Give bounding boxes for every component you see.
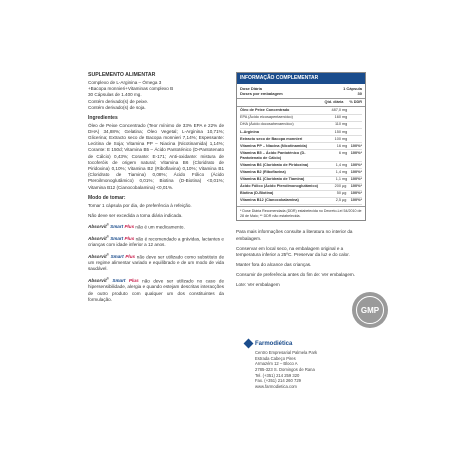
instruction-paragraph: Consumir de preferência antes do fim de: Ver embalagem. xyxy=(236,272,355,278)
intro-line: Contém derivado(s) de soja. xyxy=(88,104,146,110)
nutrient-row xyxy=(240,177,362,184)
brand-name xyxy=(88,236,134,241)
nutrient-pct: 100%* xyxy=(350,170,362,175)
address-line: Centro Empresarial Palmela Park xyxy=(255,350,318,355)
address-line: Armazém 12 – Bloco A xyxy=(255,361,298,367)
instruction-paragraph: Lote: Ver embalagem xyxy=(236,282,280,288)
nutrient-qty: 50 xyxy=(336,191,341,196)
nutrient-pct: 100%* xyxy=(350,177,362,182)
brand-part-c: Plus xyxy=(125,254,136,260)
brand-name xyxy=(88,224,134,229)
pack-value: 30 xyxy=(357,91,362,97)
nutrient-unit: mg xyxy=(342,129,348,134)
dose-summary xyxy=(237,84,365,99)
nutrient-row xyxy=(240,108,362,115)
warning-text: não deve ser utilizado no caso de hipersensibilidade, alergia e quando estejam descritas interacções de outro produto com qualquer um dos constituintes da formulação. xyxy=(88,278,224,302)
nutrient-name: Vitamina B2 (Riboflavina) xyxy=(240,170,286,175)
brand-part-b: Smart xyxy=(110,236,124,242)
nutrient-name: Vitamina B6 (Cloridrato de Piridoxina) xyxy=(240,162,309,167)
gmp-seal xyxy=(352,292,388,328)
brand-reg-mark: ® xyxy=(106,252,109,257)
nutrient-row xyxy=(240,198,362,205)
nutrient-name: DHA (Ácido docosahexaenóico) xyxy=(240,122,294,127)
instruction-paragraph: Para mais informações consulte a literatura no interior da embalagem. xyxy=(236,229,353,241)
info-table-header: INFORMAÇÃO COMPLEMENTAR xyxy=(237,73,365,84)
dose-warning: Não deve ser excedida a toma diária indicada. xyxy=(88,212,183,218)
company-address xyxy=(255,350,365,390)
nutrient-qty: 487,0 xyxy=(331,108,341,113)
left-column xyxy=(88,72,224,307)
nutrient-pct: 100%* xyxy=(350,191,362,196)
address-line: Tel. (+351) 214 259 320 xyxy=(255,372,300,378)
nutrient-row xyxy=(240,184,362,191)
ingredients-heading: Ingredientes xyxy=(88,114,118,121)
address-line: 2785-323 S. Domingos de Rana xyxy=(255,367,315,373)
nutrient-unit: mg xyxy=(342,108,348,113)
nutrient-name: L-Arginina xyxy=(240,129,259,134)
nutrient-pct: 100%* xyxy=(350,143,362,148)
brand-reg-mark: ® xyxy=(106,222,109,227)
ingredients-text: Óleo de Peixe Concentrado (Teor mínimo de 33% EPA e 22% de DHA) 34,88%; Gelatina; Óleo Vegetal; L-Arginina 10,71%; Glicerina; Extracto seco de Bacopa monnieri 7,14%; Espessante: Lecitina de Soja; Vitamina PP – Niacina (Nicotinamida) 1,14%; Corante: E 150d; Vitamina B5 – Ácido Pantoténico (D-Pantotenato de Cálcio) 0,43%; Corante: E-171; Anti-oxidante: mistura de tocoferóis de origem natural; Vitamina B6 (Cloridrato de Piridoxina) 0,10%; Vitamina B2 (Riboflavina) 0,10%; Vitamina B1 (Cloridrato de Tiamina) 0,08%; Ácido Fólico (Ácido Pteroilmonoglutâmico) 0,01%; Biotina (D-Biotina) <0,01%; Vitamina B12 (Cianocobalamina) <0,01%. xyxy=(88,122,224,190)
brand-warning xyxy=(88,235,224,249)
nutrient-unit: mg xyxy=(342,136,348,141)
product-type-title: SUPLEMENTO ALIMENTAR xyxy=(88,72,156,78)
qty-column-header xyxy=(237,99,365,107)
storage-instructions xyxy=(236,229,366,288)
nutrient-name: Ácido Fólico (Ácido Pteroilmonoglutâmico) xyxy=(240,184,319,189)
nutrient-row xyxy=(240,191,362,198)
qty-label: Qtd. diária xyxy=(324,99,344,104)
warning-text: não é recomendado a grávidas, lactantes e crianças com idade inferior a 12 anos. xyxy=(88,236,224,248)
brand-warning xyxy=(88,223,224,231)
nutrient-row xyxy=(240,150,362,162)
brand-reg-mark: ® xyxy=(106,276,109,281)
brand-part-b: Smart xyxy=(110,254,124,260)
nutrient-name: Vitamina PP – Niacina (Nicotinamida) xyxy=(240,143,307,148)
product-intro xyxy=(88,80,224,111)
brand-part-b: Smart xyxy=(112,278,126,284)
nutrient-qty: 16 xyxy=(336,143,341,148)
brand-part-a: Absorvit xyxy=(88,254,107,260)
nutrient-name: Vitamina B1 (Cloridrato de Tiamina) xyxy=(240,177,305,182)
nutrient-row xyxy=(240,122,362,129)
nutrient-pct: 100%* xyxy=(350,198,362,203)
warnings-list xyxy=(88,223,224,303)
intro-line: Contém derivado(s) de peixe. xyxy=(88,98,149,104)
instruction-paragraph: Conservar em local seco, na embalagem original e a temperatura inferior a 25ºC. Preservar da luz e do calor. xyxy=(236,245,350,257)
brand-name xyxy=(88,278,139,283)
brand-warning xyxy=(88,277,224,303)
nutrient-unit: mg xyxy=(342,115,348,120)
nutrient-qty: 2,5 xyxy=(335,198,341,203)
nutrient-qty: 160 xyxy=(334,115,341,120)
brand-name xyxy=(88,254,135,259)
nutrient-name: Vitamina B12 (Cianocobalamina) xyxy=(240,198,299,203)
gmp-seal-label: GMP xyxy=(356,296,384,324)
intro-line: +Bacopa monnieri+Vitaminas complexo B xyxy=(88,86,174,92)
intro-line: Complexo de L-Arginina – Ómega 3 xyxy=(88,80,162,86)
brand-part-a: Absorvit xyxy=(88,278,107,284)
nutrient-rows xyxy=(237,107,365,206)
brand-part-b: Smart xyxy=(110,224,124,230)
address-line: www.farmodietica.com xyxy=(255,384,297,390)
nutrient-row xyxy=(240,136,362,143)
nutrient-name: Extracto seco de Bacopa monnieri xyxy=(240,136,303,141)
nutrient-unit: mg xyxy=(342,170,348,175)
nutrient-pct xyxy=(350,108,362,113)
nutrient-pct: 100%* xyxy=(350,162,362,167)
nutrient-qty: 100 xyxy=(334,136,341,141)
nutrient-unit: µg xyxy=(342,191,347,196)
nutrient-row xyxy=(240,129,362,136)
nutrient-name: Biotina (D-Biotina) xyxy=(240,191,274,196)
nutrient-unit: mg xyxy=(342,122,348,127)
brand-warning xyxy=(88,253,224,273)
nutrient-name: Óleo de Peixe Concentrado xyxy=(240,108,290,113)
nutrient-qty: 200 xyxy=(334,184,341,189)
dose-label: Dose Diária xyxy=(240,85,263,91)
nutrient-unit: mg xyxy=(342,143,348,148)
info-footnote: * Dose Diária Recomendada (DDR) estabelecida no Decreto-Lei 54/2010 de 28 de Maio; ** DDR não estabelecida. xyxy=(237,206,365,220)
brand-part-a: Absorvit xyxy=(88,236,107,242)
nutrient-qty: 1,1 xyxy=(335,177,341,182)
nutrient-row xyxy=(240,169,362,176)
nutrition-info-table xyxy=(236,72,366,221)
brand-part-c: Plus xyxy=(128,278,139,284)
brand-part-c: Plus xyxy=(124,224,135,230)
address-line: Estrada Cabeço Pires xyxy=(255,355,296,361)
nutrient-row xyxy=(240,162,362,169)
nutrient-pct xyxy=(350,115,362,120)
nutrient-pct xyxy=(350,130,362,135)
nutrient-row xyxy=(240,143,362,150)
nutrient-qty: 110 xyxy=(334,122,341,127)
brand-reg-mark: ® xyxy=(106,234,109,239)
pack-label: Doses por embalagem xyxy=(240,91,283,97)
dr-label: % DDR xyxy=(349,99,362,104)
right-column xyxy=(236,72,366,293)
nutrient-name: Vitamina B5 – Ácido Pantoténico (D-Pantotenato de Cálcio) xyxy=(240,150,306,160)
nutrient-qty: 1,4 xyxy=(335,170,341,175)
nutrient-qty: 1,4 xyxy=(335,162,341,167)
nutrient-pct: 100%* xyxy=(350,184,362,189)
nutrient-qty: 6 xyxy=(338,150,341,155)
brand-part-c: Plus xyxy=(124,236,135,242)
brand-part-a: Absorvit xyxy=(88,224,107,230)
nutrient-pct xyxy=(350,122,362,127)
dose-value: 1 Cápsula xyxy=(343,85,362,91)
company-logo xyxy=(245,340,365,347)
nutrient-pct: 100%* xyxy=(350,150,362,155)
nutrient-name: EPA (Ácido eicosapentaenóico) xyxy=(240,115,293,120)
nutrient-unit: mg xyxy=(342,162,348,167)
nutrient-unit: mg xyxy=(342,150,348,155)
usage-heading: Modo de tomar: xyxy=(88,194,126,201)
nutrient-unit: mg xyxy=(342,177,348,182)
nutrient-qty: 150 xyxy=(334,129,341,134)
warning-text: não é um medicamento. xyxy=(134,224,185,230)
nutrient-unit: µg xyxy=(342,198,347,203)
company-block xyxy=(245,340,365,390)
intro-line: 30 Cápsulas de 1.400 mg. xyxy=(88,92,142,98)
warning-text: não deve ser utilizado como substituto de um regime alimentar variado e equilibrado e de um modo de vida saudável. xyxy=(88,254,224,272)
nutrient-row xyxy=(240,115,362,122)
address-line: Fax. (+351) 214 260 729 xyxy=(255,378,301,384)
company-logo-icon xyxy=(244,339,254,349)
instruction-paragraph: Manter fora do alcance das crianças. xyxy=(236,262,312,268)
usage-text: Tomar 1 cápsula por dia, de preferência à refeição. xyxy=(88,202,192,208)
nutrient-pct xyxy=(350,137,362,142)
company-name: Farmodiética xyxy=(255,340,293,347)
nutrient-unit: µg xyxy=(342,184,347,189)
